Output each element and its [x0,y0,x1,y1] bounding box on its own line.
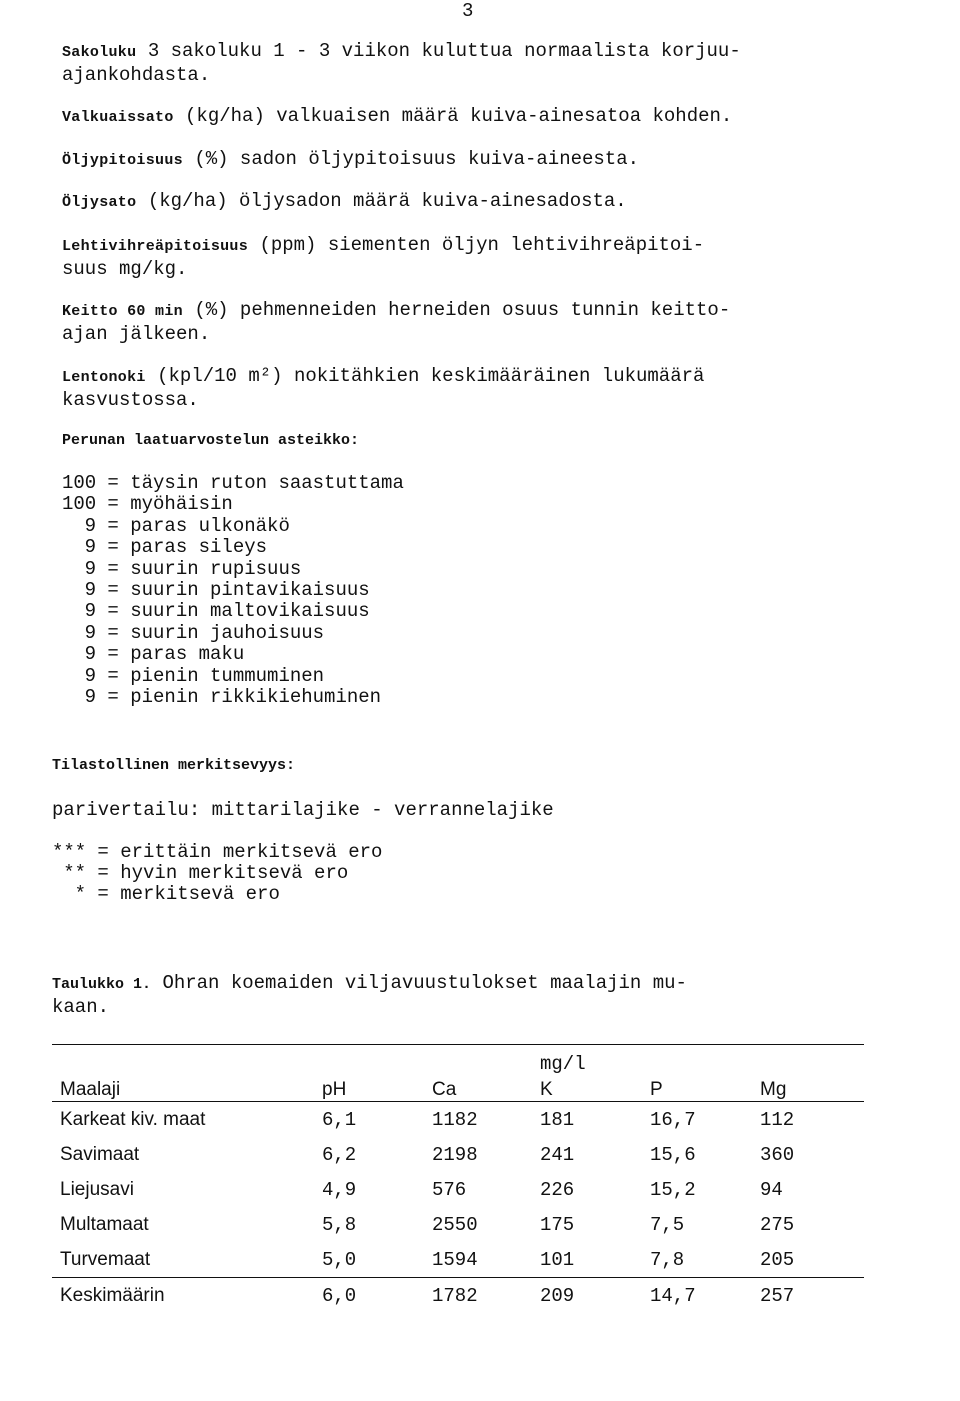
table-cell: 94 [760,1178,783,1201]
table-cell: 7,8 [650,1242,760,1278]
table-row [52,1137,864,1172]
equals-sign: = [96,536,131,559]
column-header: Ca [432,1075,540,1102]
scale-value: 9 [84,664,96,687]
scale-row [62,580,404,601]
row-label: Turvemaat [52,1242,322,1278]
definition-valkuaissato [62,105,882,129]
table-cell: 6,1 [322,1108,357,1131]
potato-scale-list [62,473,404,708]
definition-text: (kg/ha) öljysadon määrä kuiva-ainesadosta. [147,190,627,212]
scale-value: 9 [84,578,96,601]
definition-term: Öljysato [62,194,137,211]
table-cell: 175 [540,1213,575,1236]
table-cell: 209 [540,1284,575,1307]
definition-term: Lehtivihreäpitoisuus [62,238,249,255]
comparison-line: parivertailu: mittarilajike - verrannelajike [52,799,554,821]
table-cell: 1182 [432,1108,478,1131]
equals-sign: = [96,664,131,687]
definition-text: (kpl/10 m²) nokitähkien keskimääräinen lukumäärä [157,365,705,387]
scale-value: 9 [84,557,96,580]
table-row [52,1172,864,1207]
scale-description: täysin ruton saastuttama [130,472,404,494]
definition-continuation: ajan jälkeen. [62,323,211,345]
table-cell: 226 [540,1178,575,1201]
scale-description: suurin pintavikaisuus [130,578,370,601]
scale-row [62,537,404,558]
scale-value: 9 [84,643,96,666]
equals-sign: = [96,621,131,644]
table-cell: 181 [540,1108,575,1131]
scale-value: 9 [84,514,96,537]
significance-heading: Tilastollinen merkitsevyys: [52,757,296,774]
definition-lentonoki [62,365,882,411]
row-label: Multamaat [60,1213,149,1235]
definition-oljypitoisuus [62,148,882,172]
equals-sign: = [96,472,131,494]
table-cell: 1782 [432,1284,478,1307]
equals-sign: = [96,557,131,580]
scale-row [62,644,404,665]
table-summary-row [52,1278,864,1314]
scale-value: 9 [84,600,96,623]
table-cell: 6,0 [322,1284,357,1307]
table-cell: 15,2 [650,1178,696,1201]
definition-term: Sakoluku [62,44,137,61]
table-cell: 2550 [432,1213,478,1236]
table-caption-term: Taulukko 1. [52,976,152,993]
column-header: Mg [760,1075,864,1102]
table-cell: 4,9 [322,1178,357,1201]
scale-row [62,666,404,687]
definition-text: (kg/ha) valkuaisen määrä kuiva-ainesatoa kohden. [185,105,733,127]
scale-row [62,516,404,537]
table-cell: 5,8 [322,1213,357,1236]
row-label: Karkeat kiv. maat [60,1108,206,1130]
scale-row [62,623,404,644]
row-label: Keskimäärin [60,1284,165,1306]
table-cell: 241 [540,1143,575,1166]
table-caption-continuation: kaan. [52,996,110,1018]
scale-description: paras ulkonäkö [130,514,290,537]
scale-description: paras maku [130,643,245,666]
table-cell: 576 [432,1178,467,1201]
scale-value: 9 [84,685,96,708]
significance-row [52,884,382,905]
equals-sign: = [96,514,131,537]
scale-description: suurin rupisuus [130,557,302,580]
significance-stars: ** [63,862,86,884]
definition-keitto [62,299,882,345]
table-cell: 5,0 [322,1242,432,1278]
column-header: P [650,1075,760,1102]
unit-label: mg/l [540,1053,586,1075]
equals-sign: = [86,841,121,863]
table-row [52,1102,864,1138]
definition-continuation: kasvustossa. [62,389,199,411]
table-caption [52,972,872,1018]
definition-term: Valkuaissato [62,109,174,126]
scale-description: myöhäisin [130,493,233,516]
table-caption-text: Ohran koemaiden viljavuustulokset maalajin mu- [162,972,687,994]
definition-text: (%) pehmenneiden herneiden osuus tunnin keitto- [194,299,731,321]
definition-text: (%) sadon öljypitoisuus kuiva-aineesta. [194,148,640,170]
page-number: 3 [462,0,474,22]
significance-description: hyvin merkitsevä ero [120,862,349,884]
column-header: K [540,1075,650,1102]
definition-sakoluku [62,40,882,86]
equals-sign: = [96,493,131,516]
scale-row [62,687,404,708]
definition-term: Öljypitoisuus [62,152,183,169]
scale-row [62,559,404,580]
table-cell: 7,5 [650,1213,685,1236]
table-cell: 205 [760,1242,864,1278]
soil-fertility-table [52,1044,864,1313]
significance-description: merkitsevä ero [120,883,280,905]
scale-description: suurin jauhoisuus [130,621,325,644]
scale-row [62,601,404,622]
table-cell: 112 [760,1108,795,1131]
scale-value: 9 [84,536,96,559]
definition-term: Lentonoki [62,369,146,386]
table-row [52,1207,864,1242]
table-cell: 101 [540,1242,650,1278]
significance-row [52,842,382,863]
scale-value: 9 [84,621,96,644]
significance-row [52,863,382,884]
table-cell: 257 [760,1284,795,1307]
table-cell: 16,7 [650,1108,696,1131]
table-cell: 6,2 [322,1143,357,1166]
scale-value: 100 [62,493,97,516]
table-cell: 360 [760,1143,795,1166]
definition-continuation: ajankohdasta. [62,64,211,86]
table-cell: 15,6 [650,1143,696,1166]
column-header: Maalaji [52,1075,322,1102]
equals-sign: = [96,643,131,666]
equals-sign: = [96,600,131,623]
scale-row [62,494,404,515]
equals-sign: = [86,883,121,905]
potato-scale-heading: Perunan laatuarvostelun asteikko: [62,432,360,449]
table-cell: 14,7 [650,1284,696,1307]
scale-description: pienin rikkikiehuminen [130,685,382,708]
equals-sign: = [86,862,121,884]
definition-text: 3 sakoluku 1 - 3 viikon kuluttua normaalista korjuu- [147,40,741,62]
scale-row [62,473,404,494]
table-cell: 1594 [432,1242,540,1278]
definition-text: (ppm) siementen öljyn lehtivihreäpitoi- [259,234,705,256]
table-row [52,1242,864,1278]
table-cell: 275 [760,1213,795,1236]
scale-description: pienin tummuminen [130,664,325,687]
column-header: pH [322,1075,432,1102]
row-label: Liejusavi [60,1178,134,1200]
row-label: Savimaat [60,1143,140,1165]
definition-lehtivihrea [62,234,882,280]
significance-stars: * [74,883,86,905]
definition-oljysato [62,190,882,214]
significance-stars: *** [52,841,87,863]
scale-value: 100 [62,472,97,494]
definition-term: Keitto 60 min [62,303,183,320]
equals-sign: = [96,578,131,601]
scale-description: paras sileys [130,536,268,559]
table-cell: 2198 [432,1143,478,1166]
definition-continuation: suus mg/kg. [62,258,188,280]
significance-levels [52,842,382,905]
scale-description: suurin maltovikaisuus [130,600,370,623]
equals-sign: = [96,685,131,708]
significance-description: erittäin merkitsevä ero [120,841,383,863]
